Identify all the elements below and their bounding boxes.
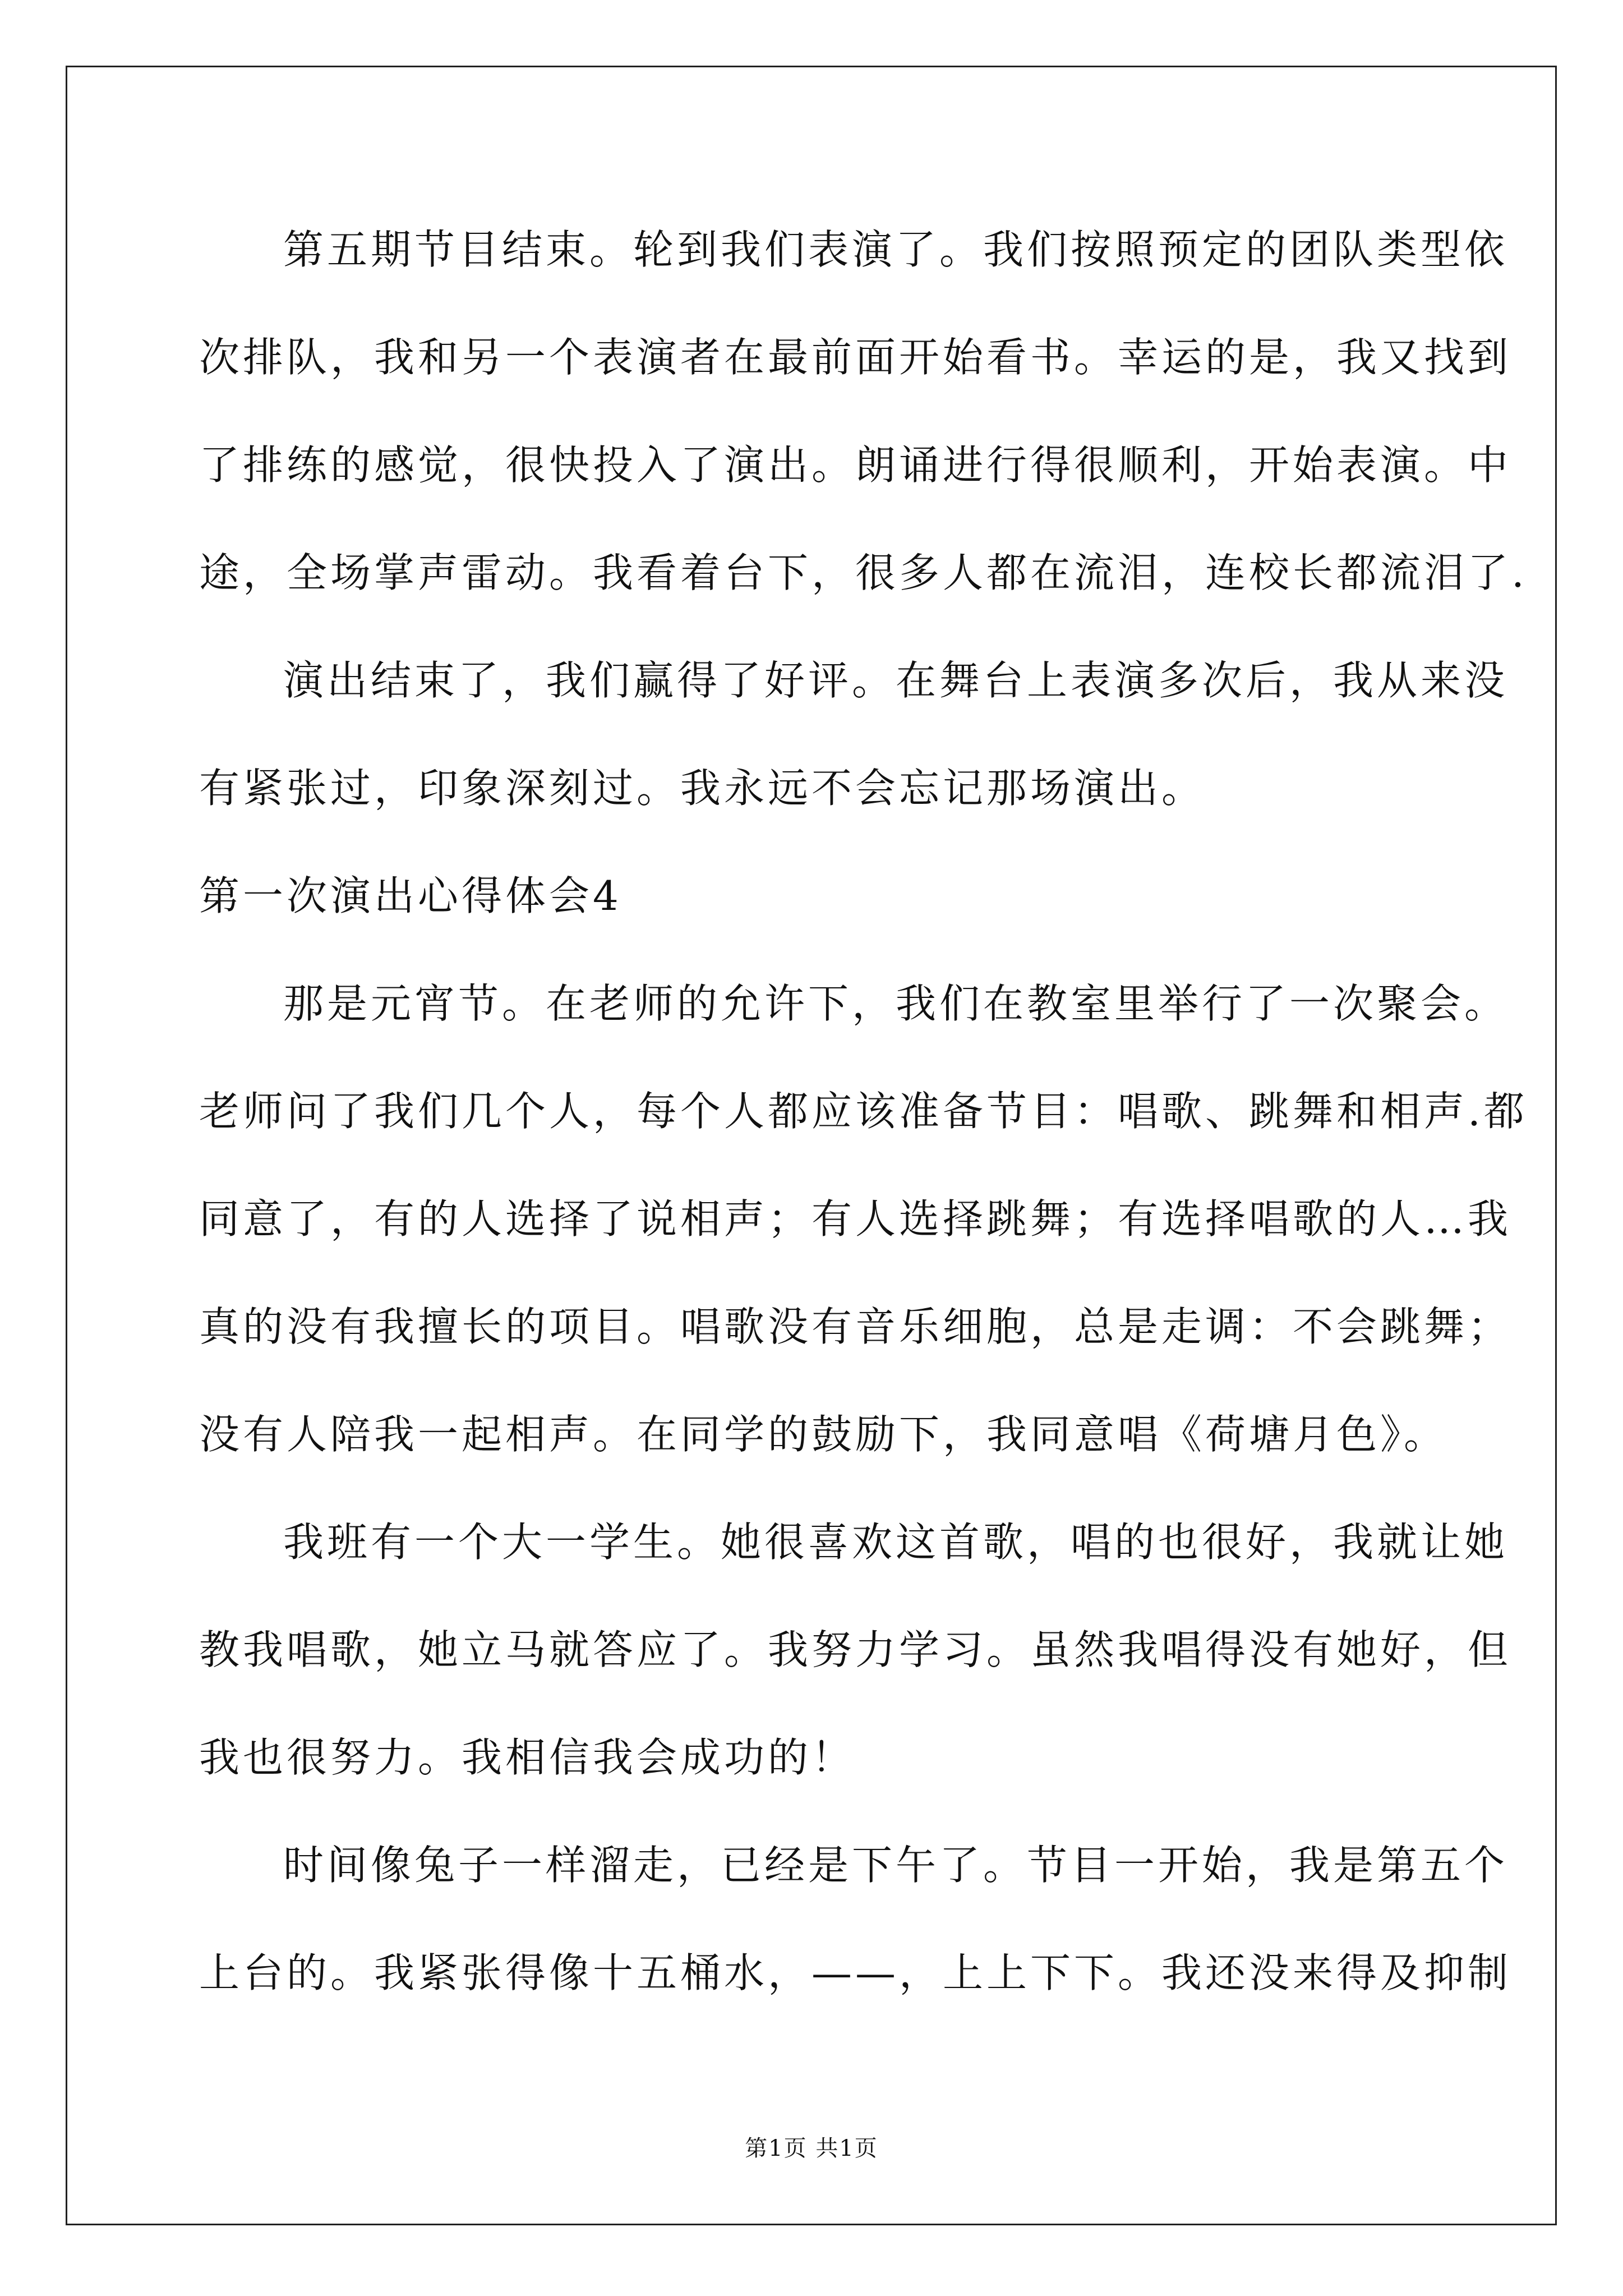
paragraph-line: 教我唱歌，她立马就答应了。我努力学习。虽然我唱得没有她好，但 — [199, 1626, 1512, 1673]
paragraph-line: 第五期节目结束。轮到我们表演了。我们按照预定的团队类型依 — [283, 226, 1509, 273]
page-footer: 第1页 共1页 — [745, 2136, 878, 2161]
paragraph-line: 演出结束了，我们赢得了好评。在舞台上表演多次后，我从来没 — [283, 657, 1509, 704]
paragraph-line: 没有人陪我一起相声。在同学的鼓励下，我同意唱《荷塘月色》。 — [199, 1411, 1448, 1458]
paragraph-line: 了排练的感觉，很快投入了演出。朗诵进行得很顺利，开始表演。中 — [199, 441, 1512, 489]
paragraph-line: 那是元宵节。在老师的允许下，我们在教室里举行了一次聚会。 — [283, 980, 1509, 1027]
paragraph-line: 上台的。我紧张得像十五桶水，——，上上下下。我还没来得及抑制 — [199, 1949, 1512, 1996]
paragraph-line: 次排队，我和另一个表演者在最前面开始看书。幸运的是，我又找到 — [199, 334, 1512, 381]
paragraph-line: 老师问了我们几个人，每个人都应该准备节目：唱歌、跳舞和相声.都 — [199, 1088, 1528, 1135]
section-heading: 第一次演出心得体会4 — [199, 872, 622, 919]
paragraph-line: 我也很努力。我相信我会成功的！ — [199, 1734, 856, 1781]
paragraph-line: 真的没有我擅长的项目。唱歌没有音乐细胞，总是走调：不会跳舞； — [199, 1303, 1512, 1350]
paragraph-line: 我班有一个大一学生。她很喜欢这首歌，唱的也很好，我就让她 — [283, 1519, 1509, 1566]
paragraph-line: 时间像兔子一样溜走，已经是下午了。节目一开始，我是第五个 — [283, 1842, 1509, 1889]
paragraph-line: 同意了，有的人选择了说相声；有人选择跳舞；有选择唱歌的人…我 — [199, 1195, 1512, 1243]
paragraph-line: 有紧张过，印象深刻过。我永远不会忘记那场演出。 — [199, 765, 1206, 812]
paragraph-line: 途，全场掌声雷动。我看着台下，很多人都在流泪，连校长都流泪了. — [199, 549, 1528, 596]
